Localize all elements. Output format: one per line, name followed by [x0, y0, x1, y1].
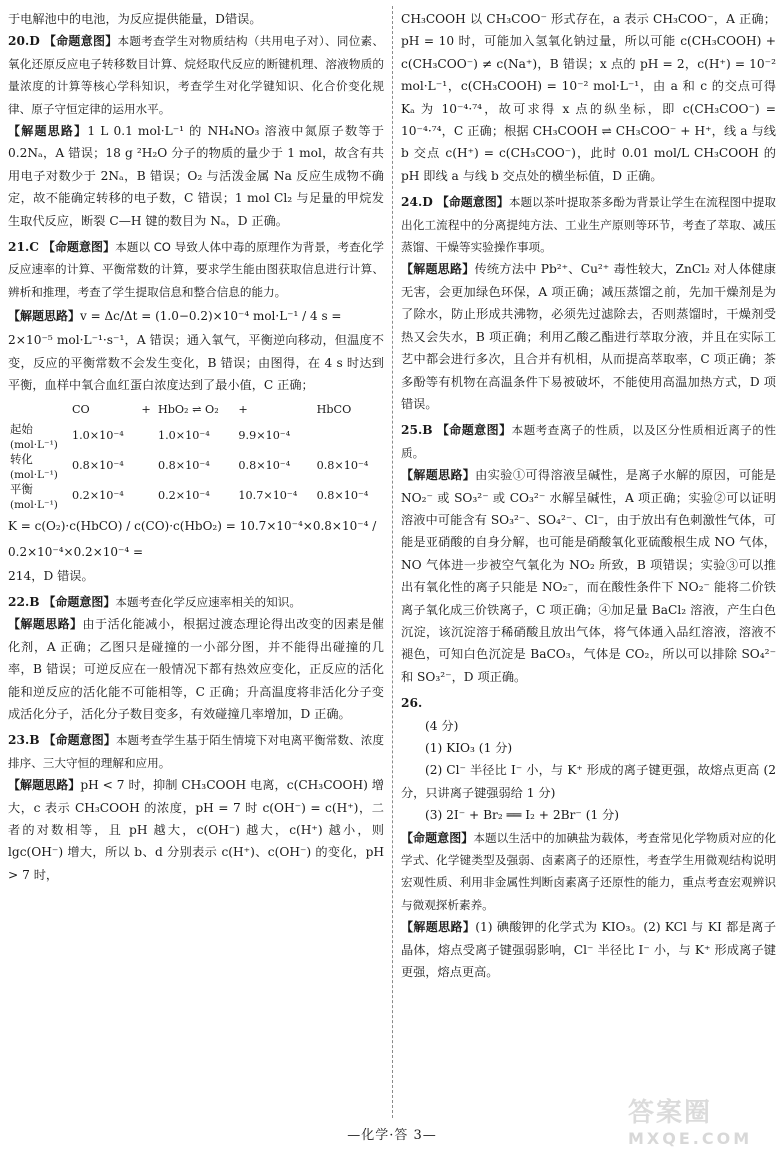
table-cell: 0.8×10⁻⁴	[238, 459, 291, 472]
q21-k-result: 214，D 错误。	[8, 568, 94, 583]
q26-solution	[401, 916, 776, 983]
q25-intent	[401, 419, 776, 464]
q26-header	[401, 692, 776, 714]
q20-solution-tag: 【解题思路】	[8, 124, 88, 139]
q21-intent-tag: 【命题意图】	[42, 240, 116, 255]
q26-answer-3: (3) 2I⁻ + Br₂ ══ I₂ + 2Br⁻ (1 分)	[425, 808, 620, 823]
q26-points: (4 分)	[425, 718, 459, 733]
q21-solution-tag: 【解题思路】	[8, 309, 81, 324]
q26-intent-text: 本题以生活中的加碘盐为载体，考查常见化学物质对应的化学式、化学键类型及强弱、卤素离子的还原性，考查学生用微观结构说明宏观性质、利用非金属性判断卤素离子还原性的能力，重点考查宏观辨识与微观探析素养。	[401, 830, 776, 912]
q21-rate-equation	[8, 303, 384, 329]
q21-k-equation: K = c(O₂)·c(HbCO) / c(CO)·c(HbO₂) = 10.7×10⁻⁴×0.8×10⁻⁴ / 0.2×10⁻⁴×0.2×10⁻⁴ =	[8, 518, 377, 559]
q20-intent-text: 本题考查学生对物质结构（共用电子对）、同位素、氧化还原反应电子转移数目计算、烷烃取代反应的断键机理、溶液物质的量浓度的计算等核心学科知识，考查学生对化学键知识、化合价变化规律、原子守恒定律的运用水平。	[8, 34, 384, 116]
table-cell: 1.0×10⁻⁴	[157, 429, 210, 442]
intro-line: 于电解池中的电池，为反应提供能量，D错误。	[8, 12, 262, 26]
left-column	[8, 8, 384, 886]
q22-number: 22.B	[8, 594, 40, 609]
q20-solution-text: 1 L 0.1 mol·L⁻¹ 的 NH₄NO₃ 溶液中氮原子数等于 0.2Nₐ，A 错误；18 g ²H₂O 分子的物质的量少于 1 mol，故含有共用电子对数少于 2Nₐ，B 错误；O₂ 与活泼金属 Na 反应生成物不确定，故不能确定转移的电子数，C 错误；1 mol Cl₂ 与足量的甲烷发生取代反应，断裂 C—H 键的数目为 Nₐ，D 正确。	[8, 124, 384, 228]
table-row	[8, 481, 384, 511]
watermark-bottom: MXQE.COM	[628, 1129, 753, 1148]
reaction-species-co: CO	[72, 403, 90, 416]
row-label: 平衡	[10, 481, 33, 496]
q22-intent-text: 本题考查化学反应速率相关的知识。	[115, 594, 301, 609]
q24-intent-text: 本题以茶叶提取茶多酚为背景让学生在流程图中提取出化工流程中的分离提纯方法、工业生产原则等环节，考查了萃取、减压蒸馏、干燥等实验操作事项。	[401, 195, 776, 255]
q21-intent	[8, 236, 384, 303]
table-cell: 0.8×10⁻⁴	[157, 459, 210, 472]
q22-intent-tag: 【命题意图】	[43, 594, 116, 609]
q26-solution-tag: 【解题思路】	[401, 920, 476, 935]
reaction-row	[8, 399, 384, 421]
q26-number: 26.	[401, 696, 423, 711]
q26-intent-tag: 【命题意图】	[401, 830, 474, 845]
q21-number: 21.C	[8, 240, 39, 255]
table-cell: 9.9×10⁻⁴	[238, 429, 291, 442]
q20-number: 20.D	[8, 34, 40, 49]
table-cell: 0.8×10⁻⁴	[72, 459, 124, 472]
q26-answer-1: (1) KIO₃ (1 分)	[425, 741, 513, 755]
q23-intent-text: 本题考查学生基于陌生情境下对电离平衡常数、浓度排序、三大守恒的理解和应用。	[8, 733, 384, 770]
table-cell: 0.8×10⁻⁴	[316, 459, 369, 472]
q25-intent-text: 本题考查离子的性质，以及区分性质相近离子的性质。	[401, 423, 776, 460]
reaction-species-hbo2: HbO₂ ⇌ O₂	[157, 403, 219, 416]
q22-solution-text: 由于活化能减小，根据过渡态理论得出改变的因素是催化剂，A 正确；乙图只是碰撞的一小部分图，并不能得出碰撞的几率，B 错误；可逆反应在一般情况下都有热效应变化，正反应的活化能和逆反应的活化能不可能相等，C 正确；升高温度将非活化分子变成活化分子，活化分子数目变多，有效碰撞几率增加，D 正确。	[8, 617, 384, 721]
watermark-top: 答案圈	[628, 1098, 713, 1128]
q20-solution	[8, 120, 384, 232]
table-row	[8, 421, 384, 451]
q22-solution	[8, 613, 384, 725]
q21-intent-text: 本题以 CO 导致人体中毒的原理作为背景，考查化学反应速率的计算、平衡常数的计算，要求学生能由图获取信息进行计算、辨析和推理，考查了学生提取信息和整合信息的能力。	[8, 240, 385, 299]
q22-solution-tag: 【解题思路】	[8, 617, 83, 632]
table-cell: 0.2×10⁻⁴	[72, 489, 124, 502]
q23-number: 23.B	[8, 733, 40, 748]
q25-solution	[401, 464, 776, 688]
reaction-plus: +	[141, 403, 151, 416]
q24-number: 24.D	[401, 195, 433, 210]
q20-intent	[8, 30, 384, 120]
q24-solution-text: 传统方法中 Pb²⁺、Cu²⁺ 毒性较大，ZnCl₂ 对人体健康无害，会更加绿色环保，A 项正确；减压蒸馏之前，先加干燥剂是为了除水，防止形成共沸物，必须先过滤除去，否则蒸馏时，干燥剂受热又会失水，B 项正确；利用乙酸乙酯进行萃取分液，并且在实际工艺中都会进行多次，且合并有机相，从而提高萃取率，C 项正确；茶多酚等有机物在高温条件下易被破坏，不能使用高温加热方式，D 项错误。	[401, 262, 776, 411]
row-unit: (mol·L⁻¹)	[10, 498, 58, 511]
table-cell: 10.7×10⁻⁴	[238, 489, 298, 502]
table-cell: 1.0×10⁻⁴	[72, 429, 124, 442]
q23-solution-tag: 【解题思路】	[8, 778, 81, 793]
reaction-species-hbco: HbCO	[316, 403, 352, 416]
q25-intent-tag: 【命题意图】	[436, 423, 512, 438]
q25-solution-tag: 【解题思路】	[401, 468, 476, 483]
row-label: 起始	[10, 421, 33, 436]
q26-answer-2: (2) Cl⁻ 半径比 I⁻ 小，与 K⁺ 形成的离子键更强，故熔点更高 (2 分，只讲离子键强弱给 1 分)	[401, 763, 776, 800]
page-footer: —化学·答 3—	[347, 1128, 437, 1143]
row-unit: (mol·L⁻¹)	[10, 468, 58, 481]
q20-intent-tag: 【命题意图】	[43, 34, 118, 49]
right-column	[401, 8, 776, 983]
reaction-plus: +	[238, 403, 248, 416]
q21-rate-eq-text: v = Δc/Δt = (1.0−0.2)×10⁻⁴ mol·L⁻¹ / 4 s =	[80, 309, 342, 324]
table-row	[8, 451, 384, 481]
q23-solution	[8, 774, 384, 886]
q25-number: 25.B	[401, 423, 433, 438]
watermark-logo	[628, 1092, 778, 1148]
q23-intent-tag: 【命题意图】	[43, 733, 116, 748]
q26-solution-text: (1) 碘酸钾的化学式为 KIO₃。(2) KCl 与 KI 都是离子晶体，熔点受离子键强弱影响，Cl⁻ 半径比 I⁻ 小，与 K⁺ 形成离子键更强，熔点更高。	[401, 920, 776, 980]
q24-intent	[401, 191, 776, 258]
row-label: 转化	[10, 451, 33, 466]
q21-solution-text: 2×10⁻⁵ mol·L⁻¹·s⁻¹，A 错误；通入氧气，平衡逆向移动，但温度不变，反应的平衡常数不会发生变化，B 错误；由图得，在 4 s 时达到平衡，血样中氧合血红蛋白浓度达到了最小值，C 正确；	[8, 333, 384, 393]
q23-solution-text: pH < 7 时，抑制 CH₃COOH 电离，c(CH₃COOH) 增大，c 表示 CH₃COOH 的浓度，pH = 7 时 c(OH⁻) = c(H⁺)，二者的对数相等，且 pH 越大，c(OH⁻) 越大，c(H⁺) 越小，则 lgc(OH⁻) 增大，所以 b、d 分别表示 c(H⁺)、c(OH⁻) 的变化，pH > 7 时，	[8, 778, 384, 882]
q24-solution-tag: 【解题思路】	[401, 262, 475, 277]
q25-solution-text: 由实验①可得溶液呈碱性，是离子水解的原因，可能是 NO₂⁻ 或 SO₃²⁻ 或 CO₃²⁻ 水解呈碱性，A 项正确；实验②可以证明溶液中可能含有 SO₃²⁻、SO₄²⁻、Cl⁻，由于放出有色刺激性气体，可能是亚硝酸的自身分解，也可能是硝酸氧化亚硫酸根生成 NO 气体，NO 气体进一步被空气氧化为 NO₂ 所致，B 项错误；实验③可以推出有氧化性的离子只能是 NO₂⁻，而在酸性条件下 NO₂⁻ 能将二价铁离子氧化成三价铁离子，C 项正确；④加足量 BaCl₂ 溶液，产生白色沉淀，该沉淀溶于稀硝酸且放出气体，将气体通入品红溶液，溶液不褪色，可知白色沉淀是 BaCO₃，气体是 CO₂，所以可以排除 SO₄²⁻ 和 SO₃²⁻，D 项正确。	[401, 468, 776, 684]
row-unit: (mol·L⁻¹)	[10, 438, 58, 451]
q23-continuation: CH₃COOH 以 CH₃COO⁻ 形式存在，a 表示 CH₃COO⁻，A 正确；pH = 10 时，可能加入氢氧化钠过量，所以可能 c(CH₃COOH) + c(CH₃COO⁻) ≠ c(Na⁺)，B 错误；x 点的 pH = 2，c(H⁺) = 10⁻² mol·L⁻¹，c(CH₃COOH) = 10⁻² mol·L⁻¹，由 a 和 c 的交点可得 Kₐ 为 10⁻⁴·⁷⁴，故可求得 x 点的纵坐标，即 c(CH₃COO⁻) = 10⁻⁴·⁷⁴，C 正确；根据 CH₃COOH ⇌ CH₃COO⁻ + H⁺，线 a 与线 b 交点 c(H⁺) = c(CH₃COO⁻)，此时 0.01 mol/L CH₃COOH 的 pH 即线 a 与线 b 交点处的横坐标值，D 正确。	[401, 12, 776, 183]
q23-intent	[8, 729, 384, 774]
q21-reaction-table	[8, 399, 384, 511]
q26-intent	[401, 827, 776, 917]
table-cell: 0.8×10⁻⁴	[316, 489, 369, 502]
q24-solution	[401, 258, 776, 415]
table-cell: 0.2×10⁻⁴	[157, 489, 210, 502]
q22-intent	[8, 591, 384, 613]
column-divider	[392, 6, 393, 1118]
table-cell	[315, 421, 384, 451]
q24-intent-tag: 【命题意图】	[436, 195, 509, 210]
